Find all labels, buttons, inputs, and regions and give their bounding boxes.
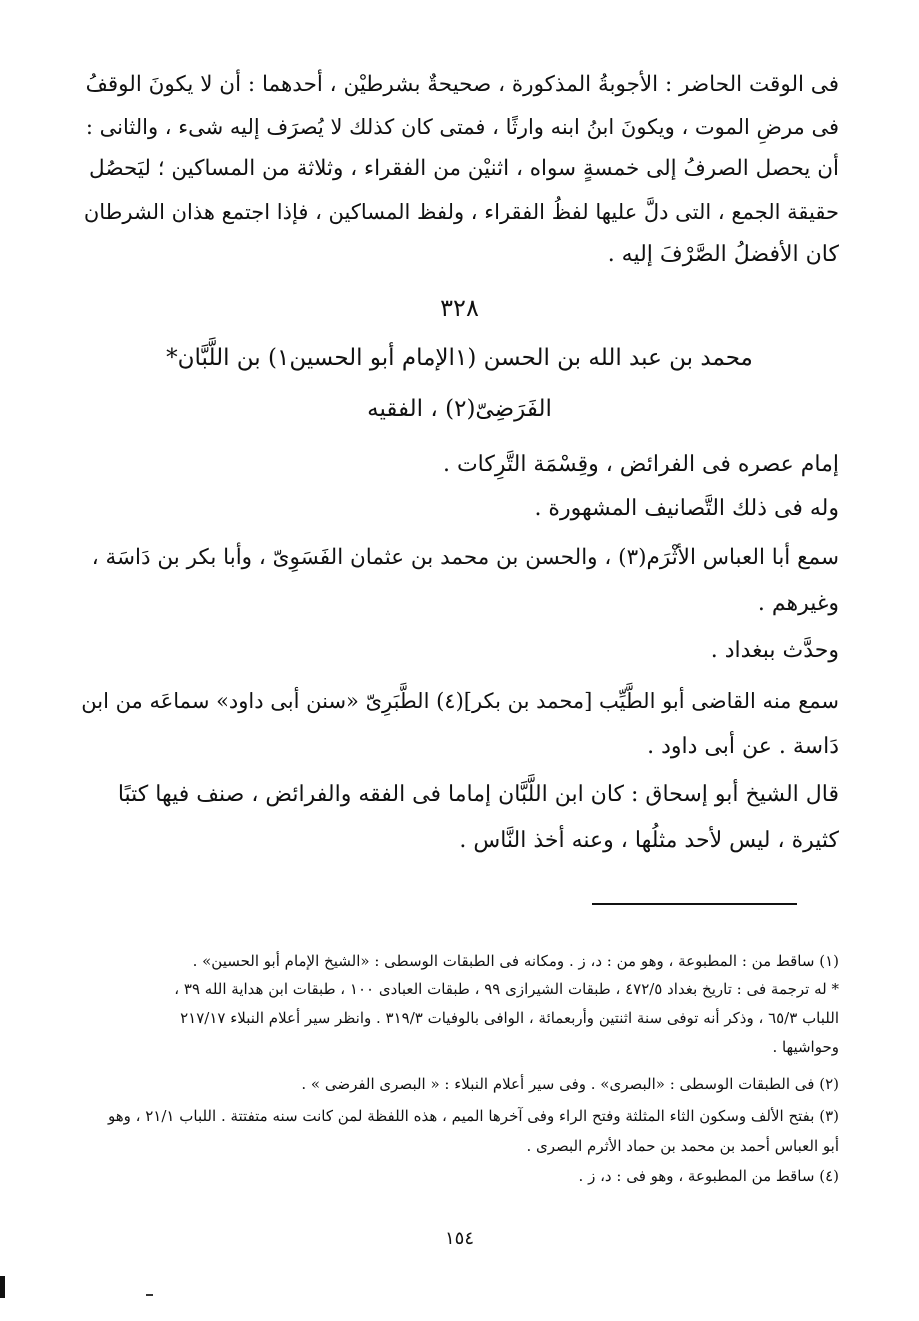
body-line: إمام عصره فى الفرائض ، وقِسْمَة التَّرِكات . [442,452,839,477]
body-line: دَاسة . عن أبى داود . [647,734,839,759]
footnote-line: (٣) بفتح الألف وسكون الثاء المثلثة وفتح الراء وفى آخرها الميم ، هذه اللفظة لمن كانت سنه متفتتة . اللباب ٢١/١ ، وهو [107,1107,839,1125]
scan-mark [0,1276,5,1298]
footnote-line: * له ترجمة فى : تاريخ بغداد ٤٧٢/٥ ، طبقات الشيرازى ٩٩ ، طبقات العبادى ١٠٠ ، طبقات ابن هداية الله ٣٩ ، [174,980,839,998]
body-line: سمع منه القاضى أبو الطَّيِّب [محمد بن بكر](٤) الطَّبَرِىّ «سنن أبى داود» سماعَه من ابن [81,689,839,713]
body-line: قال الشيخ أبو إسحاق : كان ابن اللَّبَّان إماما فى الفقه والفرائض ، صنف فيها كتبًا [117,782,839,807]
scan-mark [146,1294,153,1296]
entry-title: محمد بن عبد الله بن الحسن (١الإمام أبو الحسين١) بن اللَّبَّان* [166,345,753,371]
footnote-line: (٤) ساقط من المطبوعة ، وهو فى : د، ز . [578,1167,839,1185]
footnote-line: اللباب ٦٥/٣ ، وذكر أنه توفى سنة اثنتين وأربعمائة ، الوافى بالوفيات ٣١٩/٣ . وانظر سير أعلام النبلاء ٢١٧/١٧ [180,1009,839,1027]
footnote-line: وحواشيها . [772,1038,839,1056]
body-line: حقيقة الجمع ، التى دلَّ عليها لفظُ الفقراء ، ولفظ المساكين ، فإذا اجتمع هذان الشرطان [83,200,839,224]
body-line: وله فى ذلك التَّصانيف المشهورة . [534,496,839,521]
body-line: كثيرة ، ليس لأحد مثلُها ، وعنه أخذ النَّاس . [459,828,839,853]
body-line: سمع أبا العباس الأثْرَم(٣) ، والحسن بن محمد بن عثمان الفَسَوِىّ ، وأبا بكر بن دَاسَة ، [91,545,839,570]
body-line: وحدَّث ببغداد . [710,638,839,663]
body-line: فى الوقت الحاضر : الأجوبةُ المذكورة ، صحيحةٌ بشرطيْن ، أحدهما : أن لا يكونَ الوقفُ [85,72,839,97]
footnote-line: (١) ساقط من : المطبوعة ، وهو من : د، ز . ومكانه فى الطبقات الوسطى : «الشيخ الإمام أبو الحسين» . [192,952,839,970]
footnote-line: (٢) فى الطبقات الوسطى : «البصرى» . وفى سير أعلام النبلاء : « البصرى الفرضى » . [301,1075,839,1093]
page-number: ١٥٤ [444,1228,474,1249]
entry-subtitle: الفَرَضِىّ(٢) ، الفقيه [367,396,552,422]
entry-number: ٣٢٨ [440,294,479,322]
footnote-line: أبو العباس أحمد بن محمد بن حماد الأثرم البصرى . [526,1137,839,1155]
body-line: فى مرضِ الموت ، ويكونَ ابنُ ابنه وارثًا ، فمتى كان كذلك لا يُصرَف إليه شىء ، والثانى : [85,115,839,139]
body-line: كان الأفضلُ الصَّرْفَ إليه . [607,242,839,267]
body-line: وغيرهم . [757,591,839,616]
body-line: أن يحصل الصرفُ إلى خمسةٍ سواه ، اثنيْن من الفقراء ، وثلاثة من المساكين ؛ ليَحصُل [89,156,839,181]
footnote-divider [592,903,797,905]
